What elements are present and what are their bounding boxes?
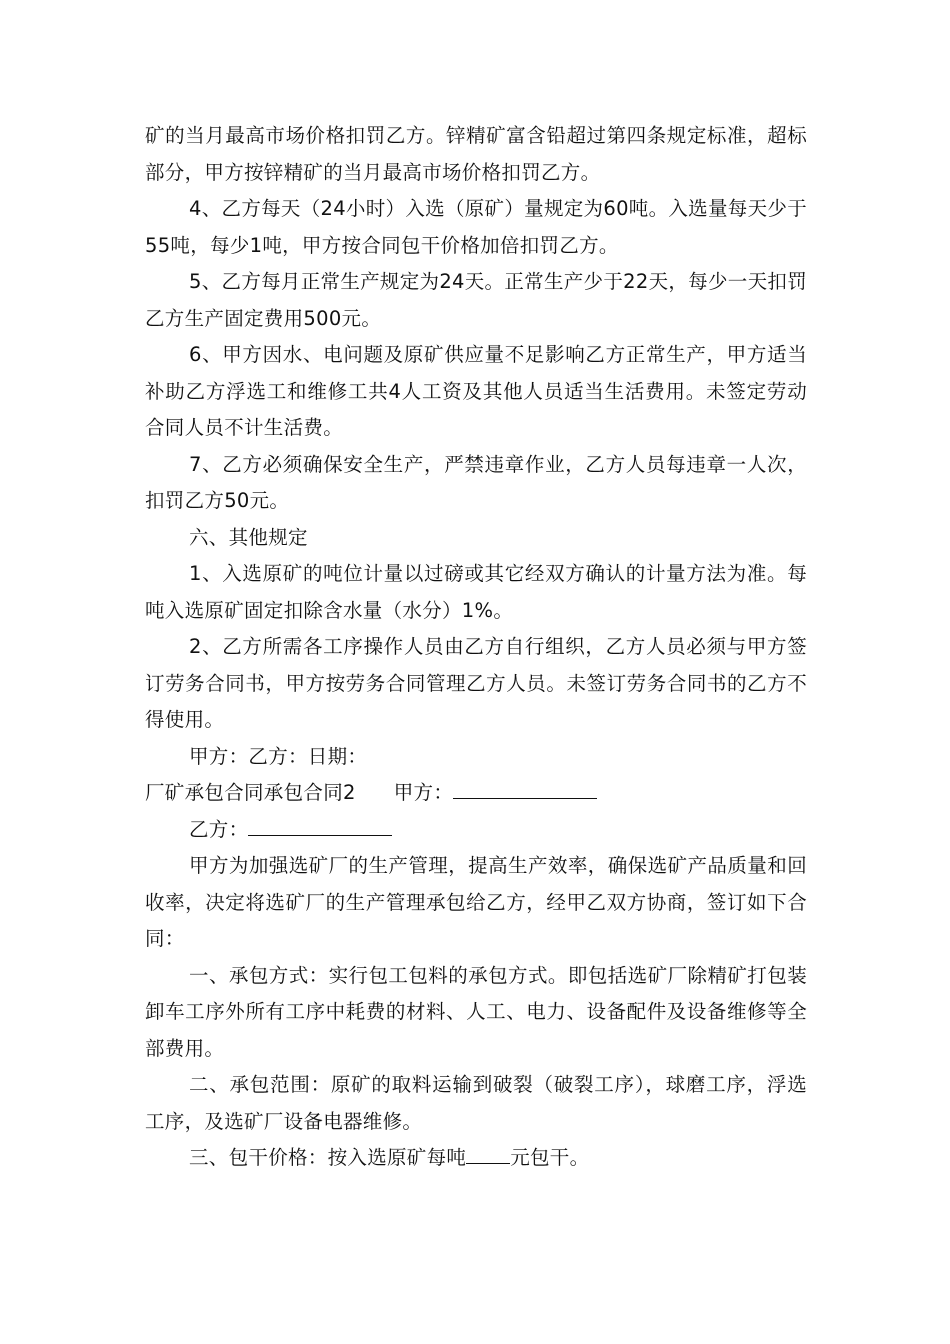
party-b-label: 乙方： (189, 817, 249, 841)
paragraph-rule-2: 2、乙方所需各工序操作人员由乙方自行组织，乙方人员必须与甲方签订劳务合同书，甲方按劳务合同管理乙方人员。未签订劳务合同书的乙方不得使用。 (145, 635, 807, 731)
section-heading-other-rules: 六、其他规定 (189, 525, 308, 549)
paragraph-penalty-lead-zinc: 矿的当月最高市场价格扣罚乙方。锌精矿富含铅超过第四条规定标准，超标部分，甲方按锌精矿的当月最高市场价格扣罚乙方。 (145, 124, 807, 184)
contract-2-title: 厂矿承包合同承包合同2 (145, 781, 356, 804)
paragraph-contract-method: 一、承包方式：实行包工包料的承包方式。即包括选矿厂除精矿打包装卸车工序外所有工序中耗费的材料、人工、电力、设备配件及设备维修等全部费用。 (145, 963, 807, 1060)
contract-text (145, 118, 807, 1177)
paragraph-contract-scope: 二、承包范围：原矿的取料运输到破裂（破裂工序），球磨工序，浮选工序，及选矿厂设备电器维修。 (145, 1073, 807, 1133)
party-b-line (145, 812, 807, 849)
price-text-after: 元包干。 (510, 1146, 590, 1169)
party-b-blank (248, 813, 392, 836)
party-a-label: 甲方： (393, 781, 454, 804)
signature-line: 甲方：乙方：日期： (189, 744, 368, 768)
contract-2-header (145, 775, 807, 812)
price-text-before: 三、包干价格：按入选原矿每吨 (189, 1146, 467, 1169)
party-a-blank (453, 776, 597, 799)
paragraph-clause-6: 6、甲方因水、电问题及原矿供应量不足影响乙方正常生产，甲方适当补助乙方浮选工和维修工共4人工资及其他人员适当生活费用。未签定劳动合同人员不计生活费。 (145, 343, 807, 439)
paragraph-preamble: 甲方为加强选矿厂的生产管理，提高生产效率，确保选矿产品质量和回收率，决定将选矿厂的生产管理承包给乙方，经甲乙双方协商，签订如下合同： (145, 854, 807, 950)
paragraph-clause-4: 4、乙方每天（24小时）入选（原矿）量规定为60吨。入选量每天少于55吨，每少1吨，甲方按合同包干价格加倍扣罚乙方。 (145, 197, 807, 257)
price-blank (466, 1141, 510, 1164)
paragraph-clause-5: 5、乙方每月正常生产规定为24天。正常生产少于22天，每少一天扣罚乙方生产固定费用500元。 (145, 270, 807, 330)
paragraph-rule-1: 1、入选原矿的吨位计量以过磅或其它经双方确认的计量方法为准。每吨入选原矿固定扣除含水量（水分）1%。 (145, 562, 807, 622)
paragraph-contract-price (145, 1140, 807, 1177)
paragraph-clause-7: 7、乙方必须确保安全生产，严禁违章作业，乙方人员每违章一人次，扣罚乙方50元。 (145, 452, 807, 512)
